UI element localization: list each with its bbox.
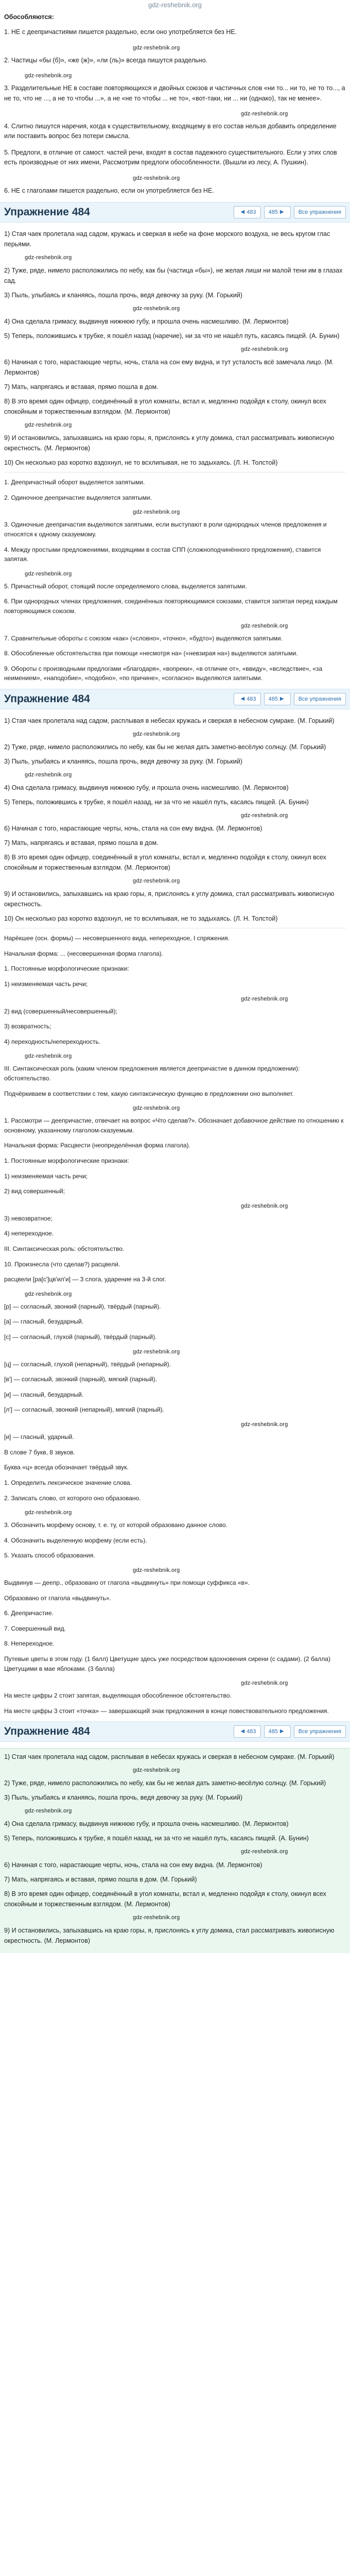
rule: 2. Одиночное деепричастие выделяется запятыми. bbox=[4, 494, 152, 501]
watermark: gdz-reshebnik.org bbox=[133, 509, 180, 516]
phon-line: расцвели [ра[с']цв'ил'и] — 3 слога, ударение на 3-й слог. bbox=[4, 1276, 166, 1283]
answer-section-3 bbox=[0, 1748, 350, 1953]
analysis-line: 5. Указать способ образования. bbox=[4, 1552, 95, 1560]
rule: 1. Деепричастный оборот выделяется запятыми. bbox=[4, 479, 145, 486]
sentence: 10) Он несколько раз коротко вздохнул, не то всхлипывая, не то задыхаясь. (Л. Н. Толстой) bbox=[4, 459, 278, 467]
watermark: gdz-reshebnik.org bbox=[241, 1202, 288, 1209]
watermark: gdz-reshebnik.org bbox=[133, 731, 180, 737]
prev-label: 483 bbox=[247, 209, 256, 215]
sentence: 5) Теперь, положившись к трубке, я пошёл назад, ни за что не нашёл путь, касаясь пищей. (А. Бунин) bbox=[4, 1835, 309, 1842]
morph-line: 4) непереходное. bbox=[4, 1230, 54, 1238]
sentence: 2) Туже, ряде, нимело расположились по небу, как бы не желая дать заметно-весёлую солнцу. (М. Горький) bbox=[4, 1780, 326, 1787]
rule: 8. Обособленные обстоятельства при помощи «несмотря на» («невзирая на») выделяются запятыми. bbox=[4, 650, 298, 657]
morph-line: 4) переходность/непереходность. bbox=[4, 1038, 101, 1045]
rule: 3. Одиночные деепричастия выделяются запятыми, если выступают в роли однородных членов предложения и относятся к одному сказуемому. bbox=[4, 521, 327, 538]
morph-line: Подчёркиваем в соответствии с тем, какую синтаксическую функцию в предложении оно выполняет. bbox=[4, 1090, 294, 1097]
watermark: gdz-reshebnik.org bbox=[25, 254, 72, 261]
answer-section-1 bbox=[4, 229, 346, 468]
notes-section bbox=[4, 1654, 346, 1716]
watermark: gdz-reshebnik.org bbox=[133, 1567, 180, 1573]
phon-line: [л'] — согласный, звонкий (непарный), мягкий (парный). bbox=[4, 1406, 164, 1414]
phon-line: [и] — гласный, безударный. bbox=[4, 1391, 84, 1398]
arrow-left-icon: ◀ bbox=[240, 209, 245, 215]
arrow-left-icon: ◀ bbox=[240, 1728, 245, 1735]
intro-item: 6. НЕ с глаголами пишется раздельно, если он употребляется без НЕ. bbox=[4, 187, 214, 194]
morph-line: 3) возвратность; bbox=[4, 1023, 51, 1030]
sentence: 9) И остановились, запыхавшись на краю горы, я, прислонясь к углу домика, стал рассматривать живописную окрестность. (М. Лермонтов) bbox=[4, 434, 335, 452]
next-label: 485 bbox=[268, 209, 278, 215]
sentence: 2) Туже, ряде, нимело расположились по небу, как бы не желая дать заметно-весёлую солнцу. (М. Горький) bbox=[4, 743, 326, 751]
analysis-section bbox=[4, 1478, 346, 1649]
morph-line: Нарёкшее (осн. формы) — несовершенного вида, непереходное, I спряжения. bbox=[4, 935, 230, 942]
note-line: Путевые цветы в этом году. (1 балл) Цветущие здесь уже посредством вдохновения сирени (с садами). (2 балла) Цветущими в мае яблоками. (3 балла) bbox=[4, 1655, 330, 1672]
intro-item: 1. НЕ с деепричастиями пишется раздельно, если оно употребляется без НЕ. bbox=[4, 28, 237, 36]
watermark: gdz-reshebnik.org bbox=[25, 1291, 72, 1297]
sentence: 7) Мать, напрягаясь и вставая, прямо пошла в дом. bbox=[4, 383, 159, 391]
morph-line: 1) неизменяемая часть речи; bbox=[4, 1172, 88, 1180]
all-exercises-button[interactable]: Все упражнения bbox=[294, 1725, 346, 1738]
watermark: gdz-reshebnik.org bbox=[25, 772, 72, 778]
sentence: 9) И остановились, запыхавшись на краю горы, я, прислонясь к углу домика, стал рассматривать живописную окрестность. (М. Лермонтов) bbox=[4, 1926, 335, 1944]
sentence: 3) Пыль, улыбаясь и кланяясь, пошла прочь, ведя девочку за руку. (М. Горький) bbox=[4, 291, 242, 299]
phon-line: [с] — согласный, глухой (парный), твёрдый (парный). bbox=[4, 1333, 157, 1341]
morphology-section bbox=[4, 934, 346, 1253]
rule: 9. Обороты с производными предлогами «благодаря», «вопреки», «в отличие от», «ввиду», «вследствие», «за неимением», «наподобие», «подобно», «по причине», «согласно» выделяются запятыми. bbox=[4, 665, 323, 682]
morph-line: III. Синтаксическая роль (каким членом предложения является деепричастие в данном предложении): обстоятельство. bbox=[4, 1065, 300, 1082]
sentence: 6) Начиная с того, нарастающие черты, ночь, стала на сон ему видна. (М. Лермонтов) bbox=[4, 1861, 262, 1869]
rule: 4. Между простыми предложениями, входящими в состав СПП (сложноподчинённого предложения), ставится запятая. bbox=[4, 546, 321, 563]
intro-item: 5. Предлоги, в отличие от самост. частей речи, входят в состав падежного существительного. Если у этих слов есть производные от них имени, Рассмотрим предлоги обособленности. (Вышли из лесу, А. Пушкин). bbox=[4, 148, 337, 166]
watermark: gdz-reshebnik.org bbox=[25, 1053, 72, 1060]
phon-line: Буква «ц» всегда обозначает твёрдый звук. bbox=[4, 1464, 129, 1471]
watermark: gdz-reshebnik.org bbox=[25, 422, 72, 429]
phon-line: [а] — гласный, безударный. bbox=[4, 1318, 84, 1326]
watermark: gdz-reshebnik.org bbox=[25, 73, 72, 79]
watermark: gdz-reshebnik.org bbox=[133, 175, 180, 181]
morph-line: 2) вид (совершенный/несовершенный); bbox=[4, 1007, 117, 1015]
watermark: gdz-reshebnik.org bbox=[241, 1421, 288, 1428]
sentence: 3) Пыль, улыбаясь и кланяясь, пошла прочь, ведя девочку за руку. (М. Горький) bbox=[4, 758, 242, 766]
analysis-line: 3. Обозначить морфему основу, т. е. ту, от которой образовано данное слово. bbox=[4, 1521, 227, 1529]
arrow-right-icon: ▶ bbox=[279, 696, 284, 702]
sentence: 9) И остановились, запыхавшись на краю горы, я, прислонясь к углу домика, стал рассматривать живописную окрестность. bbox=[4, 890, 335, 908]
exercise-title: Упражнение 484 bbox=[4, 692, 90, 705]
phon-line: [и] — гласный, ударный. bbox=[4, 1433, 74, 1441]
morph-line: 1. Постоянные морфологические признаки: bbox=[4, 965, 129, 973]
sentence: 4) Она сделала гримасу, выдвинув нижнюю губу, и прошла очень насмешливо. (М. Лермонтов) bbox=[4, 318, 289, 326]
sentence: 1) Стая чаек пролетала над садом, расплывая в небесах кружась и сверкая в небесном сумраке. (М. Горький) bbox=[4, 717, 335, 724]
phon-line: В слове 7 букв, 8 звуков. bbox=[4, 1448, 75, 1456]
watermark: gdz-reshebnik.org bbox=[241, 1680, 288, 1687]
next-exercise-button[interactable] bbox=[264, 693, 291, 705]
sentence: 3) Пыль, улыбаясь и кланяясь, пошла прочь, ведя девочку за руку. (М. Горький) bbox=[4, 1794, 242, 1802]
site-url[interactable]: gdz-reshebnik.org bbox=[148, 1, 202, 9]
sentence: 1) Стая чаек пролетала над садом, кружась и сверкая в небе на фоне морского воздуха, не весь кругом глас перьями. bbox=[4, 230, 330, 248]
watermark: gdz-reshebnik.org bbox=[241, 622, 288, 629]
watermark: gdz-reshebnik.org bbox=[133, 1348, 180, 1355]
answer-section-2 bbox=[4, 716, 346, 924]
watermark: gdz-reshebnik.org bbox=[133, 1914, 180, 1921]
sentence: 4) Она сделала гримасу, выдвинув нижнюю губу, и прошла очень насмешливо. (М. Лермонтов) bbox=[4, 1820, 289, 1828]
prev-exercise-button[interactable] bbox=[234, 693, 260, 705]
watermark: gdz-reshebnik.org bbox=[25, 1510, 72, 1516]
sentence: 8) В это время один офицер, соединённый в угол комнаты, встал и, медленно подойдя к столу, окинул всех спокойным и торжественным взглядом. (М. Лермонтов) bbox=[4, 854, 326, 872]
sentence: 6) Начиная с того, нарастающие черты, ночь, стала на сон ему видна, и тут усталость всё замечала лицо. (М. Лермонтов) bbox=[4, 359, 334, 377]
arrow-right-icon: ▶ bbox=[279, 209, 284, 215]
phonetics-section bbox=[4, 1260, 346, 1472]
next-exercise-button[interactable] bbox=[264, 206, 291, 218]
watermark: gdz-reshebnik.org bbox=[133, 1767, 180, 1774]
watermark: gdz-reshebnik.org bbox=[241, 110, 288, 117]
all-exercises-button[interactable]: Все упражнения bbox=[294, 206, 346, 218]
exercise-nav bbox=[0, 202, 350, 223]
analysis-line: 6. Деепричастие. bbox=[4, 1609, 54, 1617]
morph-line: 3) невозвратное; bbox=[4, 1214, 52, 1222]
next-label: 485 bbox=[268, 1728, 278, 1735]
analysis-line: 1. Определить лексическое значение слова. bbox=[4, 1479, 132, 1486]
rule: 6. При однородных членах предложения, соединённых повторяющимися союзами, ставится запятая перед каждым повторяющимся союзом. bbox=[4, 598, 338, 615]
sentence: 5) Теперь, положившись к трубке, я пошёл назад, ни за что не нашёл путь, касаясь пищей. (А. Бунин) bbox=[4, 799, 309, 806]
phon-line: 10. Произнесла (что сделав?) расцвели́. bbox=[4, 1260, 120, 1268]
sentence: 8) В это время один офицер, соединённый в угол комнаты, встал и, медленно подойдя к столу, окинул всех спокойным и торжественным взглядом. (М. Лермонтов) bbox=[4, 398, 326, 416]
morph-line: III. Синтаксическая роль: обстоятельство. bbox=[4, 1245, 125, 1253]
prev-label: 483 bbox=[247, 696, 256, 702]
next-label: 485 bbox=[268, 696, 278, 702]
phon-line: [р] — согласный, звонкий (парный), твёрдый (парный). bbox=[4, 1302, 161, 1310]
sentence: 7) Мать, напрягаясь и вставая, прямо пошла в дом. (М. Горький) bbox=[4, 1875, 197, 1883]
sentence: 10) Он несколько раз коротко вздохнул, не то всхлипывая, не то задыхаясь. (Л. Н. Толстой) bbox=[4, 915, 278, 923]
prev-exercise-button[interactable] bbox=[234, 1725, 260, 1738]
arrow-right-icon: ▶ bbox=[279, 1728, 284, 1735]
exercise-title: Упражнение 484 bbox=[4, 1725, 90, 1738]
watermark: gdz-reshebnik.org bbox=[133, 305, 180, 312]
rules-section bbox=[4, 478, 346, 683]
intro-item: 4. Слитно пишутся наречия, когда к существительному, входящему в его состав нельзя добавить определение или поставить вопрос без потери смысла. bbox=[4, 123, 337, 140]
sentence: 2) Туже, ряде, нимело расположились по небу, как бы (частица «бы»), не желая лиши ни малой тени им в глазах сад. bbox=[4, 266, 343, 284]
analysis-line: Выдвинув — деепр., образовано от глагола «выдвинуть» при помощи суффикса «в». bbox=[4, 1579, 250, 1586]
intro-item: 3. Разделительные НЕ в составе повторяющихся и двойных союзов и частичных слов «ни то... ни то, не то то..., а не то, что не ..., а не то чтобы ...», а не «не то чтобы ... не то», «вот-таки, ни ... ни (однако), так не менее». bbox=[4, 84, 345, 102]
morph-line: 1. Постоянные морфологические признаки: bbox=[4, 1157, 129, 1165]
morph-line: Начальная форма: ... (несовершенная форма глагола). bbox=[4, 950, 164, 957]
analysis-line: 2. Записать слово, от которого оно образовано. bbox=[4, 1494, 141, 1502]
intro-item: 2. Частицы «бы (б)», «же (ж)», «ли (ль)» всегда пишутся раздельно. bbox=[4, 56, 207, 64]
exercise-nav bbox=[0, 1721, 350, 1742]
watermark: gdz-reshebnik.org bbox=[133, 44, 180, 51]
rule: 7. Сравнительные обороты с союзом «как» («словно», «точно», «будто») выделяются запятыми. bbox=[4, 634, 283, 642]
morph-line: 1. Рассмотри — деепричастие, отвечает на вопрос «Что сделав?». Обозначает добавочное действие по отношению к основному, указанному глаголом-сказуемым. bbox=[4, 1117, 344, 1134]
intro-title: Обособляются: bbox=[4, 13, 54, 21]
sentence: 5) Теперь, положившись к трубке, я пошёл назад (наречие), ни за что не нашёл путь, касаясь пищей. (А. Бунин) bbox=[4, 332, 340, 340]
phon-line: [в'] — согласный, звонкий (парный), мягкий (парный). bbox=[4, 1376, 157, 1383]
phon-line: [ц] — согласный, глухой (непарный), твёрдый (непарный). bbox=[4, 1360, 171, 1368]
morph-line: Начальная форма: Расцвести (неопределённая форма глагола). bbox=[4, 1142, 190, 1149]
sentence: 4) Она сделала гримасу, выдвинув нижнюю губу, и прошла очень насмешливо. (М. Лермонтов) bbox=[4, 784, 289, 792]
analysis-line: 4. Обозначить выделенную морфему (если есть). bbox=[4, 1536, 147, 1544]
watermark: gdz-reshebnik.org bbox=[241, 812, 288, 819]
watermark: gdz-reshebnik.org bbox=[25, 1808, 72, 1815]
watermark: gdz-reshebnik.org bbox=[133, 878, 180, 885]
prev-exercise-button[interactable] bbox=[234, 206, 260, 218]
all-exercises-button[interactable]: Все упражнения bbox=[294, 693, 346, 705]
note-line: На месте цифры 2 стоит запятая, выделяющая обособленное обстоятельство. bbox=[4, 1692, 232, 1700]
next-exercise-button[interactable] bbox=[264, 1725, 291, 1738]
watermark: gdz-reshebnik.org bbox=[25, 570, 72, 577]
note-line: На месте цифры 3 стоит «точка» — завершающий знак предложения в конце повествовательного предложения. bbox=[4, 1707, 329, 1715]
watermark: gdz-reshebnik.org bbox=[241, 1849, 288, 1855]
morph-line: 1) неизменяемая часть речи; bbox=[4, 980, 88, 988]
sentence: 7) Мать, напрягаясь и вставая, прямо пошла в дом. bbox=[4, 839, 159, 847]
analysis-line: Образовано от глагола «выдвинуть». bbox=[4, 1594, 111, 1602]
sentence: 8) В это время один офицер, соединённый в угол комнаты, встал и, медленно подойдя к столу, окинул всех спокойным и торжественным взглядом. (М. Лермонтов) bbox=[4, 1890, 326, 1908]
morph-line: 2) вид совершенный; bbox=[4, 1188, 65, 1195]
analysis-line: 8. Непереходное. bbox=[4, 1640, 55, 1648]
watermark: gdz-reshebnik.org bbox=[241, 346, 288, 353]
arrow-left-icon: ◀ bbox=[240, 696, 245, 702]
rule: 5. Причастный оборот, стоящий после определяемого слова, выделяется запятыми. bbox=[4, 582, 247, 590]
prev-label: 483 bbox=[247, 1728, 256, 1735]
watermark: gdz-reshebnik.org bbox=[133, 1105, 180, 1112]
exercise-nav bbox=[0, 689, 350, 709]
watermark: gdz-reshebnik.org bbox=[241, 995, 288, 1002]
content bbox=[0, 12, 350, 1953]
exercise-title: Упражнение 484 bbox=[4, 206, 90, 218]
sentence: 6) Начиная с того, нарастающие черты, ночь, стала на сон ему видна. (М. Лермонтов) bbox=[4, 825, 262, 833]
sentence: 1) Стая чаек пролетала над садом, расплывая в небесах кружась и сверкая в небесном сумраке. (М. Горький) bbox=[4, 1753, 335, 1761]
analysis-line: 7. Совершенный вид. bbox=[4, 1624, 66, 1632]
